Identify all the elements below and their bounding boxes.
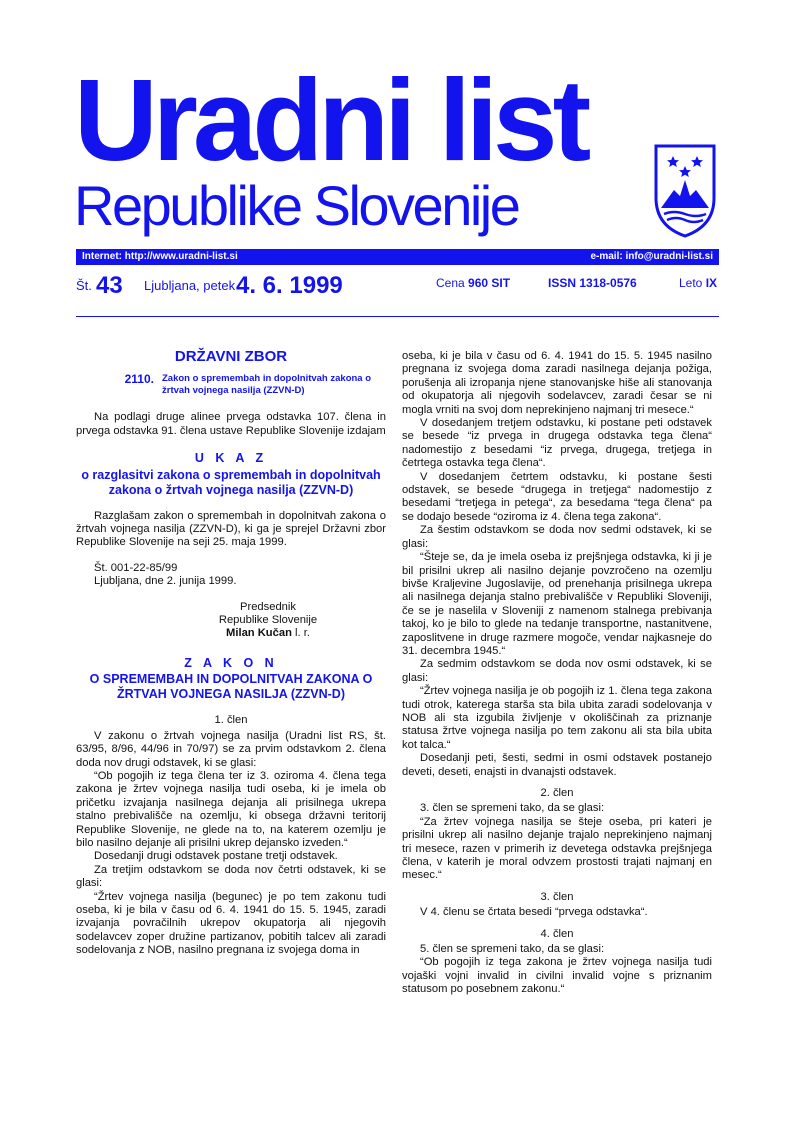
signature-name: Milan Kučan — [226, 627, 292, 640]
paragraph: Dosedanji drugi odstavek postane tretji odstavek. — [94, 850, 338, 863]
paragraph: Za sedmim odstavkom se doda nov osmi odstavek, ki se glasi: — [402, 658, 712, 684]
ukaz-text: Razglašam zakon o spremembah in dopolnitvah zakona o žrtvah vojnega nasilja (ZZVN-D), ki ga je sprejel Državni zbor Republike Slovenije na seji 25. maja 1999. — [76, 509, 386, 549]
date-line: Ljubljana, dne 2. junija 1999. — [94, 575, 237, 588]
item-number: 2110. — [124, 372, 154, 387]
paragraph: “Ob pogojih iz tega zakona je žrtev vojnega nasilja tudi vojaški vojni invalid in civilni invalid vojne s priznanim statusom po posebnem zakonu.“ — [402, 956, 712, 996]
zakon-title: Z A K O N — [184, 655, 278, 670]
left-column — [76, 350, 386, 958]
issue-number: 43 — [96, 272, 123, 299]
paragraph: V dosedanjem tretjem odstavku, ki postane peti odstavek se besede “iz prvega in drugega odstavka tega člena“ nadomestijo z besedami “iz prvega, drugega, tretjega in četrtega ostavka tega člena“. — [402, 417, 712, 470]
issue-place-day: Ljubljana, petek — [144, 278, 236, 293]
paragraph: “Šteje se, da je imela oseba iz prejšnjega odstavka, ki ji je bil prisilni ukrep ali nasilno dejanje povzročeno na ozemlju bivše Kraljevine Jugoslavije, od prenehanja prisilnega ukrepa ali nasilnega dejanja stalno prebivališče v Republiki Sloveniji, če se je naselila v Sloveniji z namenom stalnega prebivanja takoj, ko je bilo to glede na tedanje transportne, nastanitvene, zaposlitvene in druge razmere mogoče, vendar najkasneje do 31. decembra 1945.“ — [402, 551, 712, 657]
item-title-line-2: žrtvah vojnega nasilja (ZZVN-D) — [162, 385, 305, 397]
article-2-heading: 2. člen — [540, 787, 574, 799]
issue-info — [76, 272, 719, 302]
issn: ISSN 1318-0576 — [548, 276, 637, 290]
paragraph: Dosedanji peti, šesti, sedmi in osmi odstavek postanejo deveti, deseti, enajsti in dvanajsti odstavek. — [402, 752, 712, 778]
price-value: 960 SIT — [468, 276, 511, 290]
signature-suffix: l. r. — [291, 627, 310, 640]
paragraph: V dosedanjem četrtem odstavku, ki postane šesti odstavek, se besede “drugega in tretjega“ nadomestijo z besedami “tretjega in petega“, za besedama “tega člena“ pa se dodajo besede “oziroma iz 4. člena tega zakona“. — [402, 470, 712, 523]
issue-date: 4. 6. 1999 — [236, 272, 343, 299]
signature-org: Republike Slovenije — [218, 614, 318, 627]
price-label: Cena — [436, 276, 465, 290]
ukaz-title: U K A Z — [194, 451, 268, 466]
issue-number-label: Št. — [76, 278, 92, 293]
paragraph: Za šestim odstavkom se doda nov sedmi odstavek, ki se glasi: — [402, 524, 712, 550]
article-1-heading: 1. člen — [214, 714, 248, 727]
header-divider — [76, 316, 719, 317]
signature-block — [76, 601, 386, 641]
ukaz-subtitle: o razglasitvi zakona o spremembah in dopolnitvah zakona o žrtvah vojnega nasilja (ZZVN-D) — [81, 467, 381, 497]
contact-bar — [76, 249, 719, 265]
paragraph: “Žrtev vojnega nasilja (begunec) je po tem zakonu tudi oseba, ki je bila v času od 6. 4. 1941 do 15. 5. 1945, zaradi izvajanja povračilnih ukrepov okupatorja ali njegovih sodelavcev zoper družine partizanov, pobitih talcev ali zaradi sodelovanja z NOB, nasilno pregnana iz svojega doma in — [76, 890, 386, 957]
item-header — [76, 373, 386, 397]
item-title-line-1: Zakon o spremembah in dopolnitvah zakona o — [162, 373, 372, 385]
section-title: DRŽAVNI ZBOR — [174, 348, 288, 365]
masthead-subtitle: Republike Slovenije — [74, 174, 519, 237]
paragraph: “Za žrtev vojnega nasilja se šteje oseba, pri kateri je prisilni ukrep ali nasilno dejanje trajalo neprekinjeno najmanj tri mesece, razen v primerih iz devetega odstavka prejšnjega člena, v katerih je moral odvzem prostosti trajati najmanj en mesec.“ — [402, 815, 712, 882]
coat-of-arms-icon — [650, 140, 720, 240]
article-3-heading: 3. člen — [540, 890, 574, 903]
signature-role: Predsednik — [240, 600, 296, 613]
paragraph: V zakonu o žrtvah vojnega nasilja (Uradni list RS, št. 63/95, 8/96, 44/96 in 70/97) se za prvim odstavkom 2. člena doda nov drugi odstavek, ki se glasi: — [76, 729, 386, 769]
signature-name-line — [188, 627, 348, 640]
year-label: Leto — [679, 276, 703, 290]
internet-address[interactable]: Internet: http://www.uradni-list.si — [82, 251, 238, 262]
paragraph: 5. člen se spremeni tako, da se glasi: — [420, 943, 605, 956]
item-title — [162, 373, 371, 397]
right-column — [402, 350, 712, 997]
masthead-title: Uradni list — [74, 55, 587, 185]
zakon-subtitle: O SPREMEMBAH IN DOPOLNITVAH ZAKONA O ŽRTVAH VOJNEGA NASILJA (ZZVN-D) — [89, 672, 373, 702]
issue-year — [679, 276, 717, 290]
year-value: IX — [705, 276, 718, 290]
paragraph: “Ob pogojih iz tega člena ter iz 3. oziroma 4. člena tega zakona je žrtev vojnega nasilja tudi oseba, ki je imela ob pričetku izvajanja nasilnega dejanja ali prisilnega ukrepa stalno prebivališče na ozemlju, ki obsega državni teritorij Republike Slovenije, ne glede na to, na katerem ozemlju je bilo nasilno dejanje ali prisilni ukrep dejansko izveden.“ — [76, 769, 386, 849]
paragraph: 3. člen se spremeni tako, da se glasi: — [420, 802, 605, 815]
issue-price — [436, 276, 510, 290]
paragraph: Za tretjim odstavkom se doda nov četrti odstavek, ki se glasi: — [76, 863, 386, 890]
paragraph: oseba, ki je bila v času od 6. 4. 1941 do 15. 5. 1945 nasilno pregnana iz svojega doma zaradi nasilnega dejanja požiga, porušenja ali izropanja njene stanovanjske hiše ali stanovanja od okupatorja ali njegovih sodelavcev, zaradi česar se ni mogla vrniti na svoj dom neprekinjeno najmanj tri mesece.“ — [402, 350, 712, 416]
email-address[interactable]: e-mail: info@uradni-list.si — [590, 251, 713, 262]
paragraph: “Žrtev vojnega nasilja je ob pogojih iz 1. člena tega zakona tudi otrok, katerega starša sta bila ubita zaradi sodelovanja v NOB ali sta izgubila življenje v okoliščinah za priznanje statusa žrtve vojnega nasilja po tem zakonu ali sta bila ubita kot talca.“ — [402, 685, 712, 751]
paragraph: V 4. členu se črtata besedi “prvega odstavka“. — [420, 906, 648, 919]
reference-number: Št. 001-22-85/99 — [94, 561, 178, 574]
intro-paragraph: Na podlagi druge alinee prvega odstavka 107. člena in prvega odstavka 91. člena ustave Republike Slovenije izdajam — [76, 411, 386, 437]
article-4-heading: 4. člen — [540, 927, 574, 940]
